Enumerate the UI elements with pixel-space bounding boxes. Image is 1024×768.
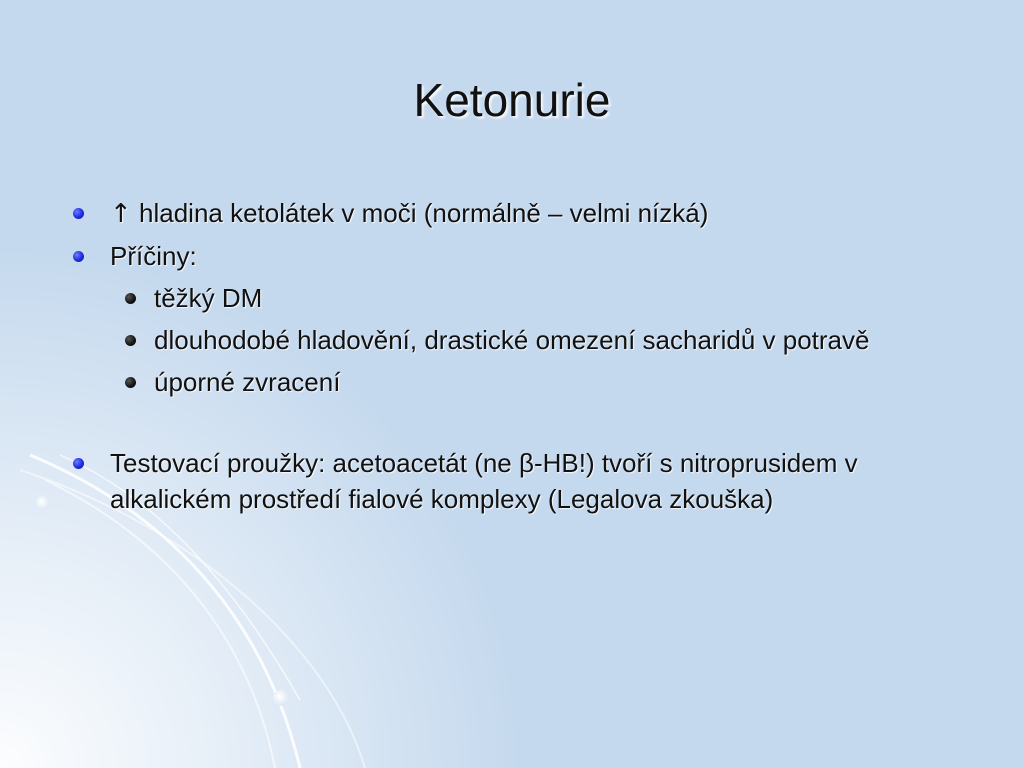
sub-bullet-item — [70, 364, 970, 400]
slide-title: Ketonurie — [413, 74, 611, 126]
bullet-icon — [73, 458, 84, 469]
bullet-icon — [73, 208, 84, 219]
sub-bullet-icon — [125, 293, 136, 304]
sub-bullet-item — [70, 280, 970, 316]
bullet-item — [70, 195, 970, 232]
bullet-list — [70, 195, 970, 517]
sub-bullet-text: dlouhodobé hladovění, drastické omezení sacharidů v potravě — [154, 325, 870, 355]
bullet-text: Příčiny: — [110, 241, 197, 271]
bullet-item — [70, 445, 970, 517]
sub-bullet-item — [70, 322, 970, 358]
decor-dot — [36, 496, 50, 510]
bullet-icon — [73, 251, 84, 262]
bullet-text-line: Testovací proužky: acetoacetát (ne β-HB!) tvoří s nitroprusidem v — [110, 448, 858, 478]
arrow-up-icon: ↑ — [110, 199, 132, 229]
sub-bullet-text: úporné zvracení — [154, 367, 341, 397]
bullet-text-line: alkalickém prostředí fialové komplexy (Legalova zkouška) — [110, 484, 774, 514]
sub-bullet-icon — [125, 377, 136, 388]
bullet-text: hladina ketolátek v moči (normálně – velmi nízká) — [131, 198, 709, 228]
sub-bullet-text: těžký DM — [154, 283, 263, 313]
bullet-item — [70, 238, 970, 274]
sub-bullet-icon — [125, 335, 136, 346]
decor-dot — [273, 690, 289, 706]
